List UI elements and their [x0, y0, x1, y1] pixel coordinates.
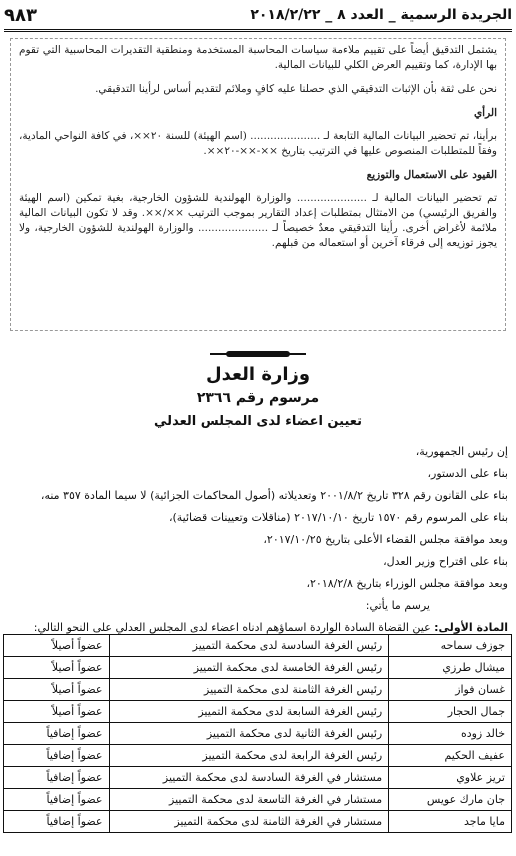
header-rule [4, 29, 512, 32]
member-role: عضواً أصيلاً [4, 679, 110, 701]
member-role: عضواً إضافياً [4, 811, 110, 833]
decree-title: مرسوم رقم ٢٣٦٦ [196, 390, 320, 406]
member-role: عضواً أصيلاً [4, 657, 110, 679]
preamble-line: وبعد موافقة مجلس القضاء الأعلى بتاريخ ٢٠١٧/١٠/٢٥، [263, 533, 508, 546]
preamble-line: إن رئيس الجمهورية، [415, 445, 508, 458]
restrictions-heading: القيود على الاستعمال والتوزيع [366, 169, 497, 181]
member-name: جان مارك عويس [389, 789, 512, 811]
member-position: مستشار في الغرفة الثامنة لدى محكمة التمييز [109, 811, 389, 833]
table-row [4, 789, 512, 811]
member-name: عفيف الحكيم [389, 745, 512, 767]
member-name: تريز علاوي [389, 767, 512, 789]
gazette-title: الجريدة الرسمية _ العدد ٨ _ ٢٠١٨/٢/٢٢ [250, 7, 512, 23]
member-role: عضواً إضافياً [4, 767, 110, 789]
audit-paragraph-2: نحن على ثقة بأن الإثبات التدقيقي الذي حصلنا عليه كافٍ وملائم لتقديم أساس لرأينا التدقيقي. [95, 83, 497, 95]
preamble-line: بناء على الدستور، [427, 467, 508, 480]
audit-paragraph-1: يشتمل التدقيق أيضاً على تقييم ملاءمة سياسات المحاسبة المستخدمة ومنطقية التقديرات المحاسبية التي تقوم بها الإدارة، كما وتقييم العرض الكلي للبيانات المالية. [19, 44, 497, 71]
table-row [4, 679, 512, 701]
table-row [4, 723, 512, 745]
member-position: رئيس الغرفة السابعة لدى محكمة التمييز [109, 701, 389, 723]
decrees-line: يرسم ما يأتي: [365, 599, 430, 612]
table-row [4, 701, 512, 723]
member-name: ميشال طرزي [389, 657, 512, 679]
table-row [4, 745, 512, 767]
table-row [4, 811, 512, 833]
table-row [4, 657, 512, 679]
member-name: مايا ماجد [389, 811, 512, 833]
section-separator [226, 351, 290, 357]
member-position: رئيس الغرفة الرابعة لدى محكمة التمييز [109, 745, 389, 767]
audit-paragraph-4: تم تحضير البيانات المالية لـ ..................... والوزارة الهولندية للشؤون الخارجية، بغية تمكين (اسم الهيئة والفريق الرئيسي) من الامتثال بمتطلبات إعداد التقارير بموجب الترتيب ××/××. وقد لا تكون البيانات المالية ملائمة لأغراض أخرى. رأينا التدقيقي معدٌ خصيصاً لـ ..................... والوزارة الهولندية للشؤون الخارجية، ولا يجوز توزيعه إلى فرقاء آخرين أو استعماله من قبلهم. [19, 192, 497, 249]
member-role: عضواً أصيلاً [4, 701, 110, 723]
decree-body [8, 441, 508, 639]
member-position: مستشار في الغرفة السادسة لدى محكمة التمييز [109, 767, 389, 789]
member-name: غسان فواز [389, 679, 512, 701]
member-position: رئيس الغرفة الثامنة لدى محكمة التمييز [109, 679, 389, 701]
table-row [4, 767, 512, 789]
opinion-heading: الرأي [473, 107, 497, 119]
ministry-heading: وزارة العدل [205, 364, 311, 385]
member-role: عضواً إضافياً [4, 745, 110, 767]
member-position: رئيس الغرفة الثانية لدى محكمة التمييز [109, 723, 389, 745]
member-position: رئيس الغرفة السادسة لدى محكمة التمييز [109, 635, 389, 657]
member-role: عضواً إضافياً [4, 789, 110, 811]
page-header [4, 4, 512, 26]
preamble-line: بناء على المرسوم رقم ١٥٧٠ تاريخ ٢٠١٧/١٠/١٠ (مناقلات وتعيينات قضائية)، [168, 511, 508, 524]
page-number: ٩٨٣ [4, 4, 37, 26]
article-1-text: عين القضاة السادة الواردة اسماؤهم ادناه اعضاء لدى المجلس العدلي على النحو التالي: [33, 621, 435, 634]
member-role: عضواً أصيلاً [4, 635, 110, 657]
member-position: رئيس الغرفة الخامسة لدى محكمة التمييز [109, 657, 389, 679]
decree-subject: تعيين اعضاء لدى المجلس العدلي [154, 414, 362, 429]
members-table [3, 634, 512, 833]
previous-section-text [10, 38, 506, 331]
article-1-label: المادة الأولى: [434, 621, 508, 634]
preamble-line: بناء على اقتراح وزير العدل، [383, 555, 508, 568]
member-name: جوزف سماحه [389, 635, 512, 657]
member-name: خالد زوده [389, 723, 512, 745]
audit-paragraph-3: برأينا، تم تحضير البيانات المالية التابعة لـ ..................... (اسم الهيئة) للسنة ٢٠××، في كافة النواحي المادية، وفقاً للمتطلبات المنصوص عليها في الترتيب بتاريخ ××-××-٢٠××. [19, 130, 498, 157]
member-name: جمال الحجار [389, 701, 512, 723]
member-role: عضواً إضافياً [4, 723, 110, 745]
preamble-line: وبعد موافقة مجلس الوزراء بتاريخ ٢٠١٨/٢/٨، [306, 577, 508, 590]
table-row [4, 635, 512, 657]
member-position: مستشار في الغرفة التاسعة لدى محكمة التمييز [109, 789, 389, 811]
preamble-line: بناء على القانون رقم ٣٢٨ تاريخ ٢٠٠١/٨/٢ وتعديلاته (أصول المحاكمات الجزائية) لا سيما المادة ٣٥٧ منه، [40, 489, 508, 502]
